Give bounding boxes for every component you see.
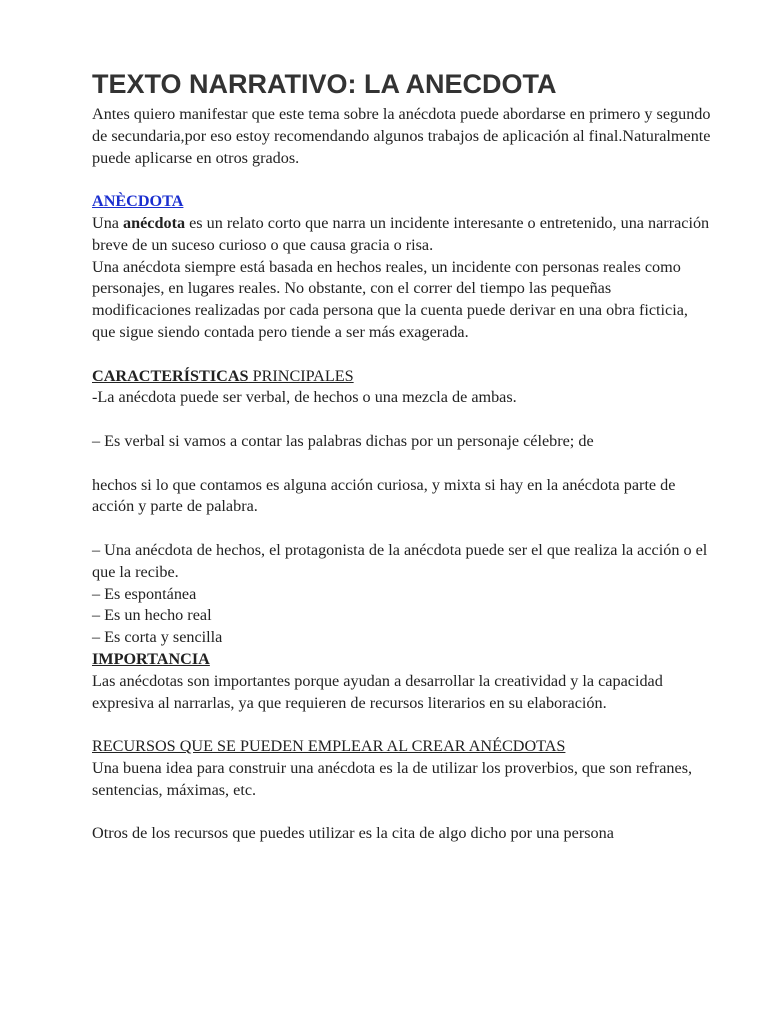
- recursos-heading: RECURSOS QUE SE PUEDEN EMPLEAR AL CREAR ANÉCDOTAS: [92, 737, 566, 756]
- caracteristicas-heading-bold: CARACTERÍSTICAS: [92, 366, 249, 385]
- recursos-paragraph-1: Una buena idea para construir una anécdota es la de utilizar los proverbios, que son refranes, sentencias, máximas, etc.: [92, 758, 693, 799]
- definition-term: anécdota: [123, 213, 186, 232]
- spacer: [92, 453, 712, 475]
- spacer: [92, 409, 712, 431]
- anecdota-paragraph: Una anécdota siempre está basada en hechos reales, un incidente con personas reales como personajes, en lugares reales. No obstante, con el correr del tiempo las pequeñas modificaciones realizadas por cada persona que la cuenta puede derivar en una obra ficticia, que sigue siendo contada pero tiende a ser más exagerada.: [92, 257, 688, 341]
- recursos-paragraph-2: Otros de los recursos que puedes utilizar es la cita de algo dicho por una persona: [92, 824, 614, 843]
- page-title: TEXTO NARRATIVO: LA ANECDOTA: [92, 69, 557, 99]
- definition-rest: es un relato corto que narra un incidente interesante o entretenido, una narración breve de un suceso curioso o que causa gracia o risa.: [92, 213, 710, 254]
- spacer: [92, 802, 712, 824]
- list-item: – Es corta y sencilla: [92, 628, 223, 647]
- anecdota-heading-link[interactable]: ANÈCDOTA: [92, 192, 184, 211]
- spacer: [92, 518, 712, 540]
- intro-paragraph: Antes quiero manifestar que este tema sobre la anécdota puede abordarse en primero y segundo de secundaria,por eso estoy recomendando algunos trabajos de aplicación al final.Naturalmente puede aplicarse en otros grados.: [92, 105, 711, 167]
- importancia-heading: IMPORTANCIA: [92, 649, 210, 668]
- caracteristicas-line-3: hechos si lo que contamos es alguna acción curiosa, y mixta si hay en la anécdota parte de acción y parte de palabra.: [92, 475, 676, 516]
- caracteristicas-heading-rest: PRINCIPALES: [248, 366, 354, 385]
- list-item: – Es un hecho real: [92, 606, 212, 625]
- document-page: [92, 66, 712, 845]
- caracteristicas-line-4: – Una anécdota de hechos, el protagonista de la anécdota puede ser el que realiza la acción o el que la recibe.: [92, 540, 708, 581]
- spacer: [92, 344, 712, 366]
- spacer: [92, 714, 712, 736]
- caracteristicas-line-2: – Es verbal si vamos a contar las palabras dichas por un personaje célebre; de: [92, 431, 594, 450]
- caracteristicas-line-1: -La anécdota puede ser verbal, de hechos o una mezcla de ambas.: [92, 388, 517, 407]
- list-item: – Es espontánea: [92, 584, 197, 603]
- caracteristicas-heading: [92, 366, 712, 388]
- spacer: [92, 169, 712, 191]
- anecdota-definition: [92, 213, 712, 257]
- importancia-paragraph: Las anécdotas son importantes porque ayudan a desarrollar la creatividad y la capacidad expresiva al narrarlas, ya que requieren de recursos literarios en su elaboración.: [92, 671, 663, 712]
- definition-prefix: Una: [92, 213, 124, 232]
